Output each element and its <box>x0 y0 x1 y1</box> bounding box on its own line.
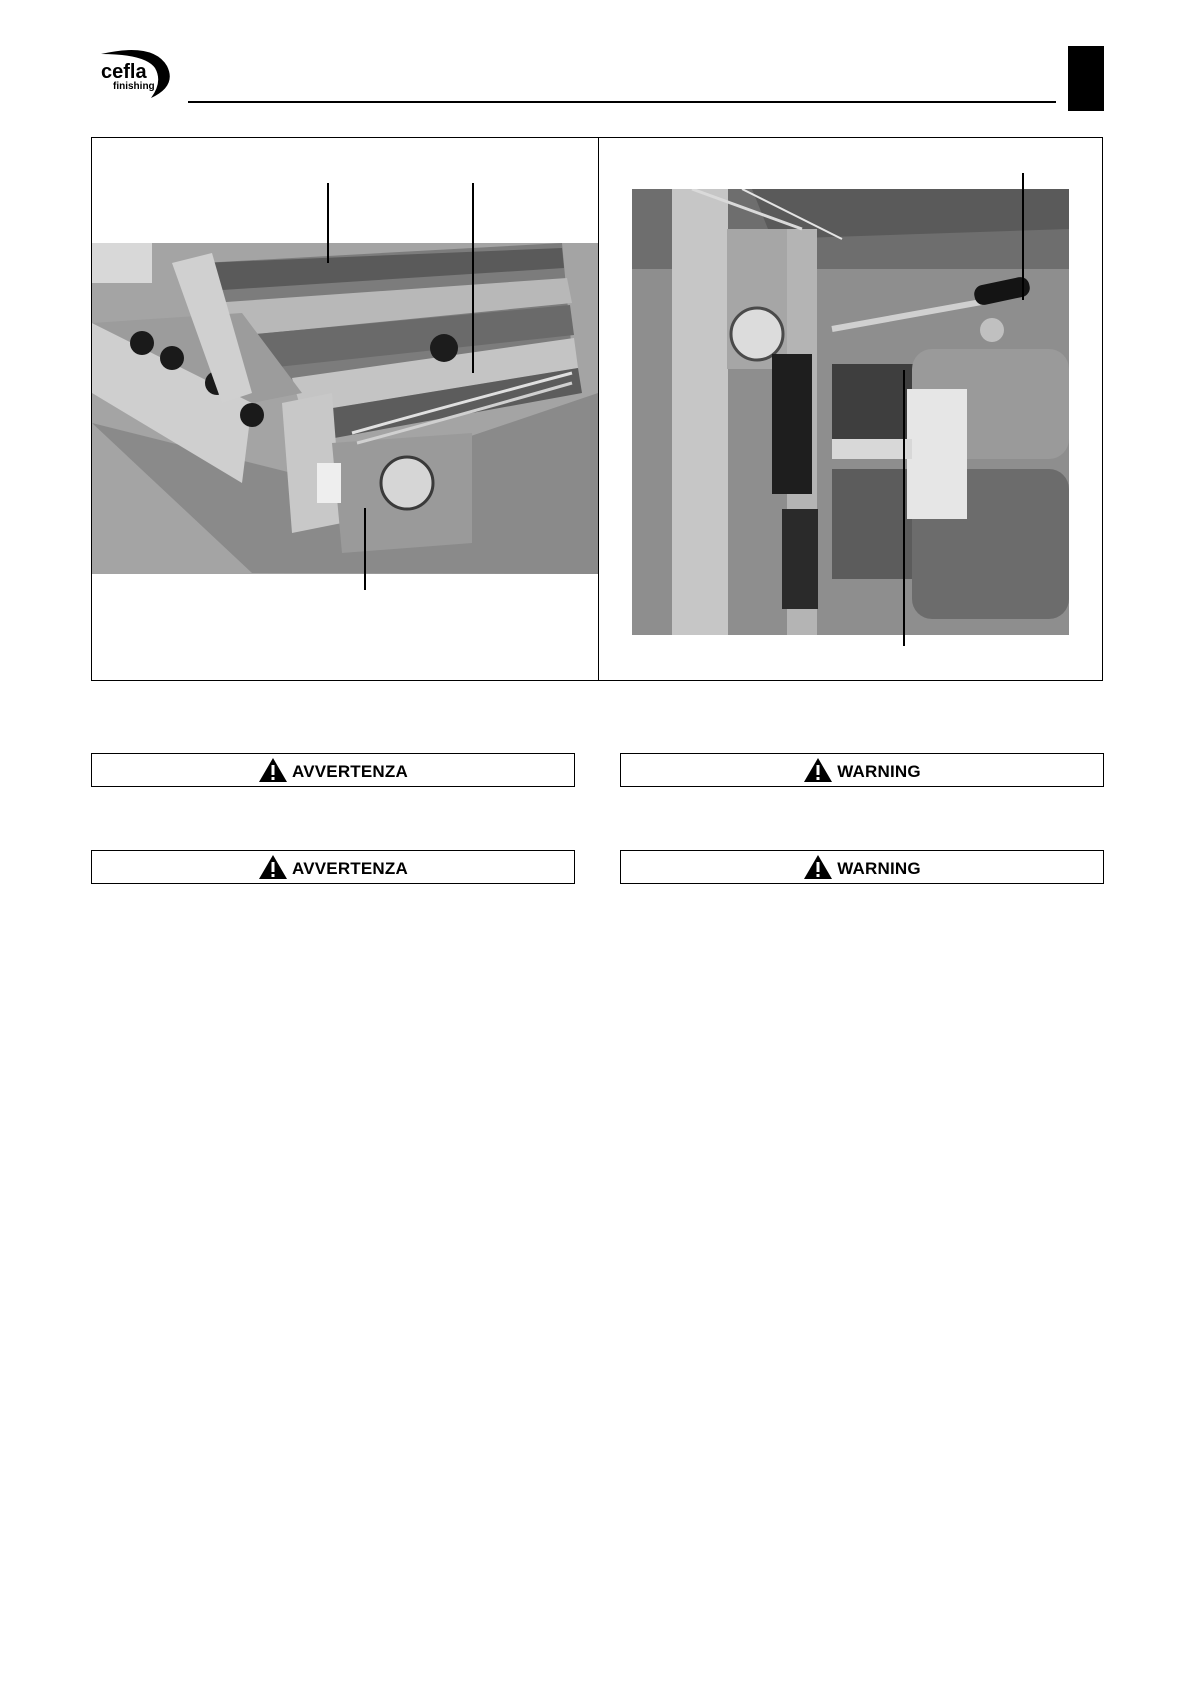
leader-line-3 <box>364 508 366 590</box>
leader-line-5 <box>903 370 905 646</box>
warning-banner-en-1 <box>620 753 1104 787</box>
warning-label: AVVERTENZA <box>292 858 408 878</box>
cefla-finishing-logo <box>93 46 179 104</box>
machine-photo-left <box>92 243 598 574</box>
warning-banner-en-2 <box>620 850 1104 884</box>
header-rule <box>188 101 1056 103</box>
leader-line-1 <box>327 183 329 263</box>
leader-line-2 <box>472 183 474 373</box>
warning-banner-it-2 <box>91 850 575 884</box>
logo-brand-text: cefla <box>101 61 147 83</box>
warning-triangle-icon <box>803 757 833 783</box>
warning-triangle-icon <box>258 757 288 783</box>
warning-label: WARNING <box>837 761 921 781</box>
warning-label: AVVERTENZA <box>292 761 408 781</box>
logo-sub-text: finishing <box>113 81 155 92</box>
warning-banner-it-1 <box>91 753 575 787</box>
warning-label: WARNING <box>837 858 921 878</box>
leader-line-4 <box>1022 173 1024 300</box>
warning-triangle-icon <box>803 854 833 880</box>
machine-photo-right <box>632 189 1069 635</box>
figure-divider <box>598 137 599 681</box>
section-tab-marker <box>1068 46 1104 111</box>
warning-triangle-icon <box>258 854 288 880</box>
